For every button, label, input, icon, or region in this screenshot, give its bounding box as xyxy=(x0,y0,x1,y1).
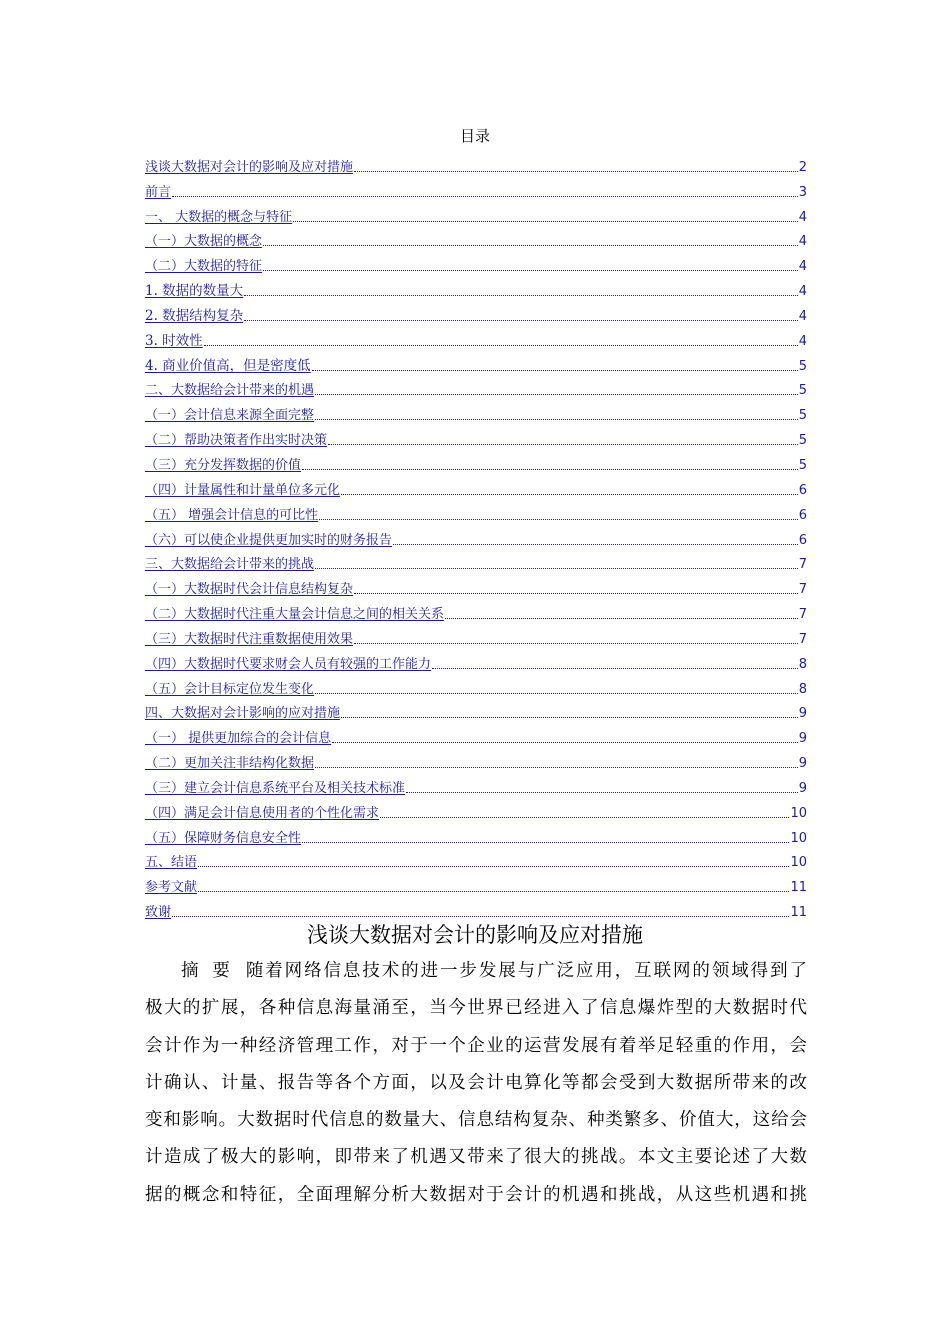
toc-entry-label[interactable]: （五）保障财务信息安全性 xyxy=(145,830,302,846)
toc-dot-leader xyxy=(332,741,798,743)
toc-entry-page-number[interactable]: 6 xyxy=(798,507,807,523)
table-of-contents xyxy=(145,150,807,920)
toc-entry-label[interactable]: 1. 数据的数量大 xyxy=(145,283,244,300)
toc-entry-label[interactable]: （二）更加关注非结构化数据 xyxy=(145,756,315,772)
toc-entry-page-number[interactable]: 9 xyxy=(798,731,807,747)
toc-entry-label[interactable]: 四、大数据对会计影响的应对措施 xyxy=(145,706,341,722)
toc-entry-label[interactable]: （一）大数据的概念 xyxy=(145,234,263,250)
toc-entry-page-number[interactable]: 4 xyxy=(798,308,807,324)
toc-entry-page-number[interactable]: 7 xyxy=(798,582,807,598)
toc-entry-label[interactable]: 一、 大数据的概念与特征 xyxy=(145,209,293,225)
toc-entry-page-number[interactable]: 2 xyxy=(798,159,807,175)
toc-entry-page-number[interactable]: 3 xyxy=(798,184,807,200)
toc-entry-label[interactable]: 参考文献 xyxy=(145,880,198,896)
toc-entry-page-number[interactable]: 4 xyxy=(798,259,807,275)
toc-entry-page-number[interactable]: 5 xyxy=(798,457,807,473)
toc-entry[interactable] xyxy=(145,200,807,225)
toc-entry[interactable] xyxy=(145,796,807,821)
toc-entry-label[interactable]: （一）大数据时代会计信息结构复杂 xyxy=(145,582,354,598)
toc-entry[interactable] xyxy=(145,374,807,399)
toc-entry-page-number[interactable]: 7 xyxy=(798,607,807,623)
abstract-line-5: 计造成了极大的影响，即带来了机遇又带来了很大的挑战。本文主要论述了大数 xyxy=(145,1147,807,1168)
toc-entry-label[interactable]: 三、大数据给会计带来的挑战 xyxy=(145,557,315,573)
toc-entry-label[interactable]: （五） 增强会计信息的可比性 xyxy=(145,507,319,523)
toc-entry-page-number[interactable]: 10 xyxy=(790,805,807,821)
toc-entry-page-number[interactable]: 11 xyxy=(790,880,807,896)
toc-entry-label[interactable]: （五）会计目标定位发生变化 xyxy=(145,681,315,697)
toc-entry[interactable] xyxy=(145,398,807,423)
toc-dot-leader xyxy=(244,319,798,321)
toc-dot-leader xyxy=(341,493,798,495)
toc-entry[interactable] xyxy=(145,423,807,448)
toc-entry-label[interactable]: 五、结语 xyxy=(145,855,198,871)
toc-entry-label[interactable]: （四）满足会计信息使用者的个性化需求 xyxy=(145,805,380,821)
toc-dot-leader xyxy=(341,716,798,718)
toc-entry[interactable] xyxy=(145,622,807,647)
toc-dot-leader xyxy=(406,791,798,793)
toc-dot-leader xyxy=(354,592,798,594)
toc-entry-label[interactable]: 浅谈大数据对会计的影响及应对措施 xyxy=(145,159,354,175)
toc-dot-leader xyxy=(380,816,789,818)
toc-dot-leader xyxy=(198,865,789,867)
toc-entry-label[interactable]: 前言 xyxy=(145,184,172,200)
toc-entry-page-number[interactable]: 10 xyxy=(790,855,807,871)
toc-entry[interactable] xyxy=(145,498,807,523)
toc-entry-label[interactable]: 4. 商业价值高，但是密度低 xyxy=(145,357,311,374)
toc-dot-leader xyxy=(319,518,798,520)
toc-entry-page-number[interactable]: 9 xyxy=(798,756,807,772)
toc-entry[interactable] xyxy=(145,175,807,200)
toc-dot-leader xyxy=(302,468,798,470)
toc-entry-label[interactable]: （二）大数据时代注重大量会计信息之间的相关关系 xyxy=(145,607,445,623)
toc-entry-page-number[interactable]: 6 xyxy=(798,532,807,548)
toc-entry-label[interactable]: 3. 时效性 xyxy=(145,332,203,349)
toc-title: 目录 xyxy=(459,127,490,145)
toc-dot-leader xyxy=(328,443,798,445)
toc-entry-page-number[interactable]: 6 xyxy=(798,482,807,498)
toc-entry-page-number[interactable]: 5 xyxy=(798,408,807,424)
toc-dot-leader xyxy=(302,841,789,843)
toc-entry-page-number[interactable]: 9 xyxy=(798,706,807,722)
toc-dot-leader xyxy=(293,220,798,222)
toc-entry-label[interactable]: （六）可以使企业提供更加实时的财务报告 xyxy=(145,532,393,548)
toc-entry[interactable] xyxy=(145,349,807,374)
toc-entry-label[interactable]: （四）大数据时代要求财会人员有较强的工作能力 xyxy=(145,656,432,672)
toc-entry[interactable] xyxy=(145,746,807,771)
toc-entry[interactable] xyxy=(145,448,807,473)
toc-entry[interactable] xyxy=(145,672,807,697)
toc-entry-label[interactable]: （三）建立会计信息系统平台及相关技术标准 xyxy=(145,780,406,796)
toc-entry[interactable] xyxy=(145,572,807,597)
toc-dot-leader xyxy=(315,418,798,420)
toc-entry-page-number[interactable]: 4 xyxy=(798,209,807,225)
toc-entry[interactable] xyxy=(145,821,807,846)
toc-entry-page-number[interactable]: 11 xyxy=(790,905,807,921)
abstract-line-2: 会计作为一种经济管理工作，对于一个企业的运营发展有着举足轻重的作用，会 xyxy=(145,1035,807,1056)
toc-entry-page-number[interactable]: 8 xyxy=(798,681,807,697)
toc-entry[interactable] xyxy=(145,225,807,250)
toc-entry-page-number[interactable]: 10 xyxy=(790,830,807,846)
toc-entry[interactable] xyxy=(145,150,807,175)
toc-entry[interactable] xyxy=(145,697,807,722)
toc-dot-leader xyxy=(244,294,798,296)
toc-entry-page-number[interactable]: 9 xyxy=(798,780,807,796)
toc-entry-page-number[interactable]: 7 xyxy=(798,557,807,573)
toc-entry-page-number[interactable]: 4 xyxy=(798,234,807,250)
toc-entry-page-number[interactable]: 8 xyxy=(798,656,807,672)
toc-entry[interactable] xyxy=(145,721,807,746)
toc-entry-label[interactable]: 二、大数据给会计带来的机遇 xyxy=(145,383,315,399)
toc-dot-leader xyxy=(354,642,798,644)
toc-dot-leader xyxy=(172,915,789,917)
toc-entry-page-number[interactable]: 5 xyxy=(798,433,807,449)
abstract-line-0: 摘要 随着网络信息技术的进一步发展与广泛应用，互联网的领域得到了 xyxy=(181,961,807,981)
toc-entry[interactable] xyxy=(145,299,807,324)
toc-entry-label[interactable]: （三）充分发挥数据的价值 xyxy=(145,457,302,473)
toc-entry[interactable] xyxy=(145,647,807,672)
toc-entry[interactable] xyxy=(145,274,807,299)
toc-entry-label[interactable]: （一） 提供更加综合的会计信息 xyxy=(145,731,332,747)
toc-entry-page-number[interactable]: 4 xyxy=(798,284,807,300)
toc-entry[interactable] xyxy=(145,548,807,573)
toc-dot-leader xyxy=(172,195,798,197)
toc-entry-label[interactable]: （二）帮助决策者作出实时决策 xyxy=(145,433,328,449)
toc-entry[interactable] xyxy=(145,523,807,548)
abstract-line-6: 据的概念和特征，全面理解分析大数据对于会计的机遇和挑战，从这些机遇和挑 xyxy=(145,1184,807,1205)
abstract-line-4: 变和影响。大数据时代信息的数量大、信息结构复杂、种类繁多、价值大，这给会 xyxy=(145,1110,807,1131)
toc-entry-label[interactable]: （四）计量属性和计量单位多元化 xyxy=(145,482,341,498)
abstract-line-1: 极大的扩展，各种信息海量涌至，当今世界已经进入了信息爆炸型的大数据时代 xyxy=(145,998,807,1019)
toc-dot-leader xyxy=(204,344,798,346)
toc-dot-leader xyxy=(315,766,798,768)
toc-entry-page-number[interactable]: 4 xyxy=(798,333,807,349)
toc-entry-label[interactable]: （二）大数据的特征 xyxy=(145,259,263,275)
toc-entry[interactable] xyxy=(145,846,807,871)
toc-dot-leader xyxy=(315,692,798,694)
toc-entry[interactable] xyxy=(145,870,807,895)
toc-dot-leader xyxy=(354,170,798,172)
toc-entry-label[interactable]: 致谢 xyxy=(145,905,172,921)
toc-entry-page-number[interactable]: 5 xyxy=(798,358,807,374)
abstract-line-3: 计确认、计量、报告等各个方面，以及会计电算化等都会受到大数据所带来的改 xyxy=(145,1072,807,1093)
toc-dot-leader xyxy=(198,890,789,892)
toc-entry-label[interactable]: （三）大数据时代注重数据使用效果 xyxy=(145,631,354,647)
toc-dot-leader xyxy=(263,269,798,271)
toc-entry[interactable] xyxy=(145,249,807,274)
toc-dot-leader xyxy=(445,617,798,619)
toc-dot-leader xyxy=(432,667,798,669)
toc-entry[interactable] xyxy=(145,324,807,349)
toc-dot-leader xyxy=(315,567,798,569)
abstract-label: 摘要 xyxy=(181,961,244,981)
toc-entry-label[interactable]: 2. 数据结构复杂 xyxy=(145,307,244,324)
toc-dot-leader xyxy=(312,369,798,371)
toc-entry[interactable] xyxy=(145,895,807,920)
toc-entry[interactable] xyxy=(145,473,807,498)
toc-entry[interactable] xyxy=(145,771,807,796)
article-title: 浅谈大数据对会计的影响及应对措施 xyxy=(307,923,643,947)
abstract xyxy=(145,953,807,1214)
toc-entry-page-number[interactable]: 5 xyxy=(798,383,807,399)
toc-dot-leader xyxy=(393,543,798,545)
toc-dot-leader xyxy=(263,244,798,246)
toc-dot-leader xyxy=(315,393,798,395)
toc-entry[interactable] xyxy=(145,597,807,622)
toc-entry-page-number[interactable]: 7 xyxy=(798,631,807,647)
toc-entry-label[interactable]: （一）会计信息来源全面完整 xyxy=(145,408,315,424)
